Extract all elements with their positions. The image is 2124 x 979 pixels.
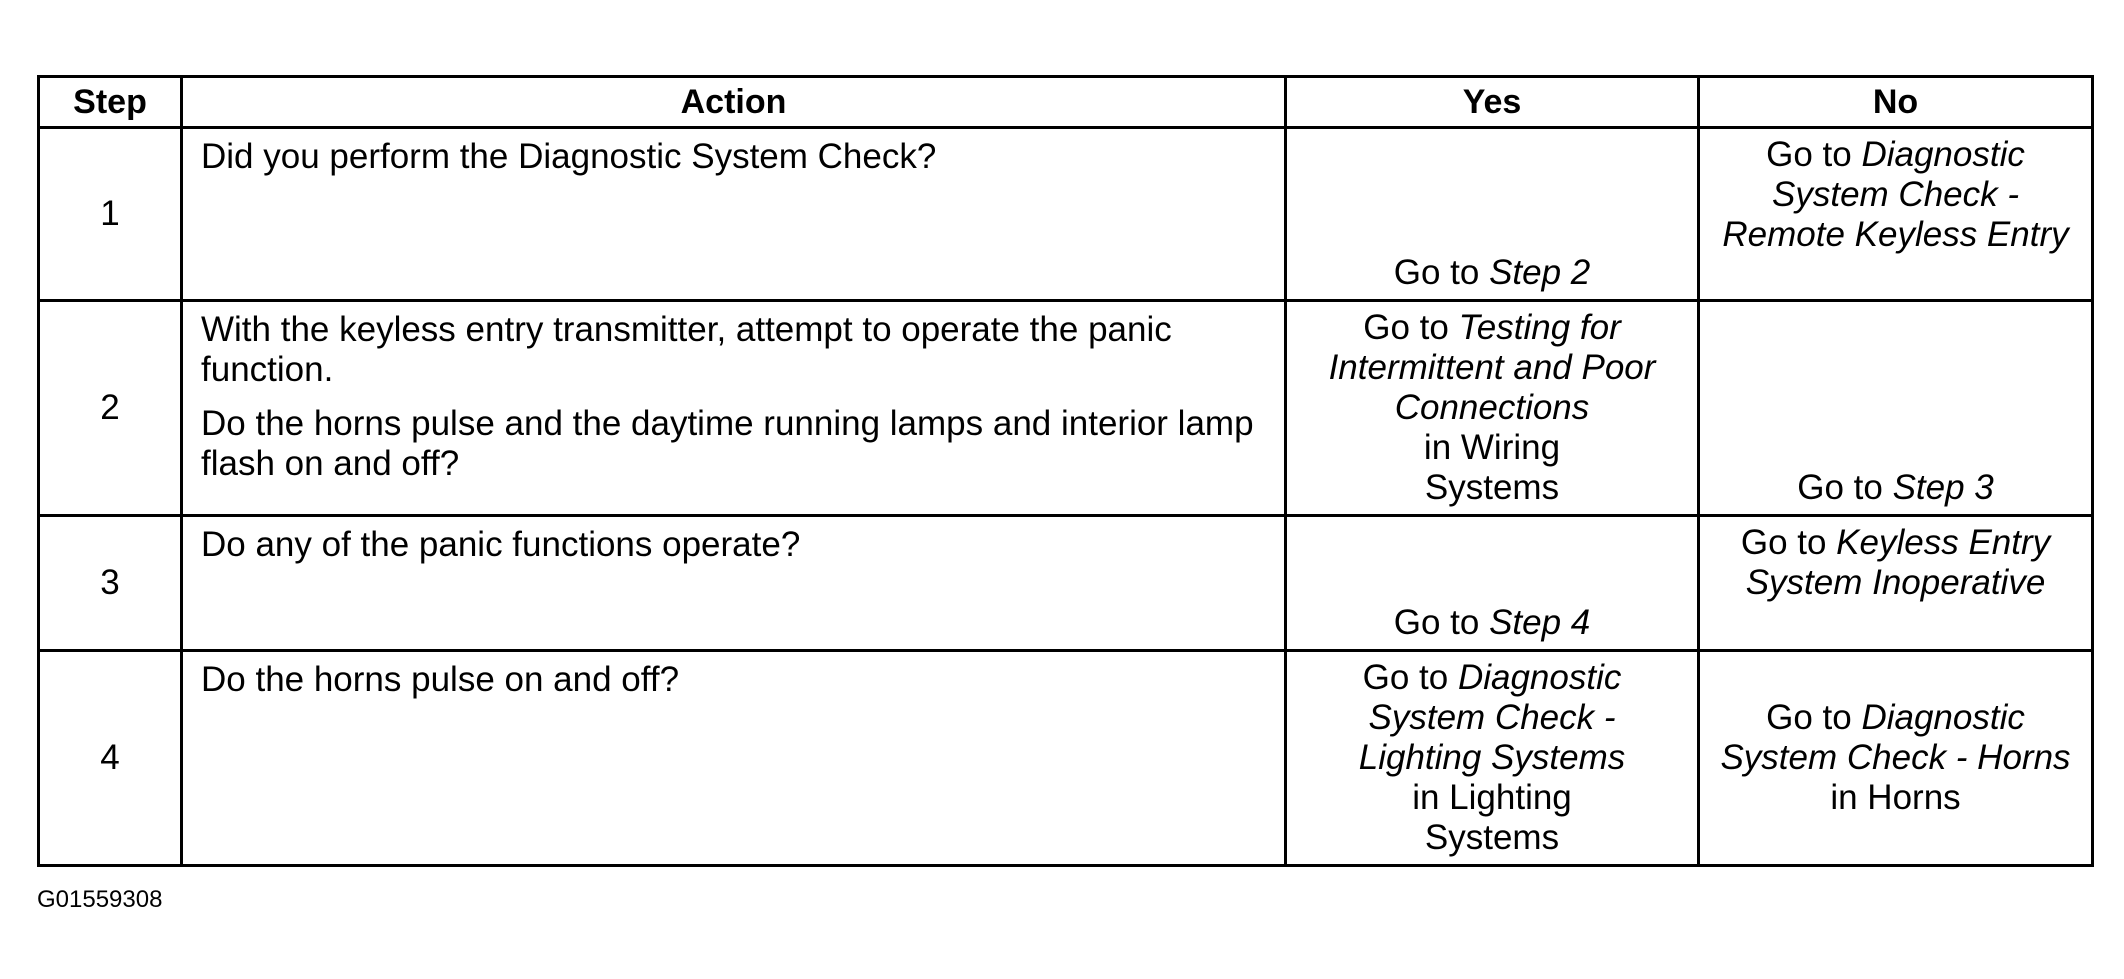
diagnostic-table bbox=[37, 75, 2094, 867]
reference-link[interactable]: Lighting Systems bbox=[1358, 738, 1626, 777]
section-label: in Horns bbox=[1830, 778, 1961, 817]
action-text: With the keyless entry transmitter, attempt to operate the panic function. bbox=[201, 310, 1172, 389]
section-label: in Lighting bbox=[1412, 778, 1572, 817]
yes-line: Go to Diagnostic bbox=[1362, 658, 1622, 697]
no-cell bbox=[1699, 301, 2093, 516]
reference-link[interactable]: Diagnostic bbox=[1861, 135, 2025, 174]
header-step: Step bbox=[39, 77, 182, 128]
reference-link[interactable]: Testing for bbox=[1458, 308, 1621, 347]
header-no: No bbox=[1699, 77, 2093, 128]
no-cell bbox=[1699, 651, 2093, 866]
action-text: Do any of the panic functions operate? bbox=[201, 525, 801, 564]
reference-link[interactable]: Intermittent and Poor bbox=[1328, 348, 1656, 387]
action-cell bbox=[182, 516, 1286, 651]
yes-line: Go to Step 4 bbox=[1393, 603, 1591, 642]
yes-line: Go to Testing for bbox=[1363, 308, 1621, 347]
action-text: Do the horns pulse on and off? bbox=[201, 660, 680, 699]
table-row bbox=[39, 301, 2093, 516]
step-link[interactable]: Step 2 bbox=[1489, 253, 1591, 292]
reference-link[interactable]: System Check - Horns bbox=[1720, 738, 2071, 777]
reference-link[interactable]: Connections bbox=[1394, 388, 1590, 427]
reference-link[interactable]: Diagnostic bbox=[1457, 658, 1622, 697]
action-text: Did you perform the Diagnostic System Check? bbox=[201, 137, 937, 176]
no-line: Go to Keyless Entry bbox=[1740, 523, 2051, 562]
step-number: 3 bbox=[39, 516, 182, 651]
table-row bbox=[39, 516, 2093, 651]
header-yes: Yes bbox=[1286, 77, 1699, 128]
section-label: Systems bbox=[1424, 468, 1560, 507]
no-line: Go to Step 3 bbox=[1797, 468, 1994, 507]
yes-cell bbox=[1286, 516, 1699, 651]
action-cell bbox=[182, 128, 1286, 301]
action-cell bbox=[182, 651, 1286, 866]
reference-link[interactable]: System Check - bbox=[1368, 698, 1616, 737]
step-link[interactable]: Step 4 bbox=[1489, 603, 1591, 642]
yes-cell bbox=[1286, 301, 1699, 516]
no-cell bbox=[1699, 516, 2093, 651]
reference-link[interactable]: Diagnostic bbox=[1861, 698, 2025, 737]
step-number: 1 bbox=[39, 128, 182, 301]
table-row bbox=[39, 651, 2093, 866]
step-number: 4 bbox=[39, 651, 182, 866]
reference-link[interactable]: Remote Keyless Entry bbox=[1722, 215, 2069, 254]
yes-cell bbox=[1286, 128, 1699, 301]
no-cell bbox=[1699, 128, 2093, 301]
action-question: Do the horns pulse and the daytime running lamps and interior lamp flash on and off? bbox=[201, 404, 1254, 483]
yes-line: Go to Step 2 bbox=[1393, 253, 1591, 292]
action-cell bbox=[182, 301, 1286, 516]
section-label: in Wiring bbox=[1423, 428, 1561, 467]
header-action: Action bbox=[182, 77, 1286, 128]
yes-cell bbox=[1286, 651, 1699, 866]
figure-id: G01559308 bbox=[37, 886, 163, 913]
table-row bbox=[39, 128, 2093, 301]
reference-link[interactable]: System Check - bbox=[1772, 175, 2019, 214]
no-line: Go to Diagnostic bbox=[1766, 135, 2025, 174]
reference-link[interactable]: System Inoperative bbox=[1745, 563, 2046, 602]
no-line: Go to Diagnostic bbox=[1766, 698, 2025, 737]
table-header-row bbox=[39, 77, 2093, 128]
step-number: 2 bbox=[39, 301, 182, 516]
section-label: Systems bbox=[1424, 818, 1560, 857]
step-link[interactable]: Step 3 bbox=[1892, 468, 1994, 507]
reference-link[interactable]: Keyless Entry bbox=[1836, 523, 2051, 562]
